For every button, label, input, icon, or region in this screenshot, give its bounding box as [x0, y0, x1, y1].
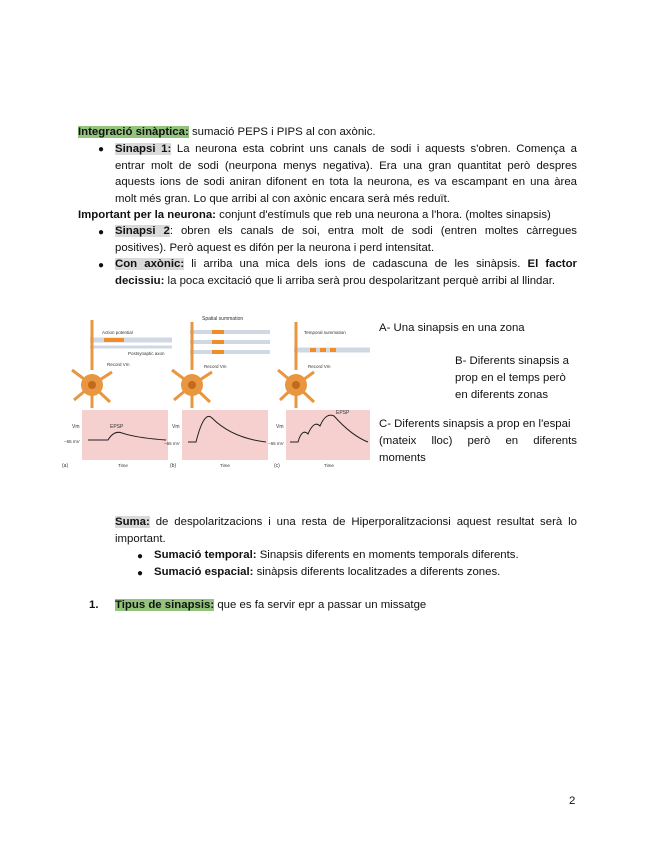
espacial-text: sinàpsis diferents localitzades a diferents zones.	[253, 566, 501, 578]
panel-c-title: Temporal summation	[304, 330, 346, 335]
sinapsi1-line4: molt més gran. Lo que arribi al con axònic encara serà més reduït.	[115, 192, 450, 205]
graph-b-bg	[182, 410, 268, 460]
graph-b-yaxis: Vm	[172, 424, 180, 430]
espacial-line	[154, 564, 500, 581]
bullet-icon: ●	[137, 568, 144, 579]
con-axonic-bold1: El factor	[520, 258, 577, 270]
temporal-line	[154, 547, 519, 564]
important-text: conjunt d'estímuls que reb una neurona a l'hora. (moltes sinapsis)	[215, 209, 551, 221]
suma-line2: important.	[115, 532, 166, 545]
caption-c-word: (mateix	[379, 435, 417, 447]
sinapsi2-line2: positives). Però aquest es difón per la neurona i perd intensitat.	[115, 241, 435, 254]
sinapsi1-paragraph	[115, 141, 577, 207]
graph-a-xaxis: Time	[118, 463, 128, 468]
graph-c-bg	[286, 410, 370, 460]
graph-c-xaxis: Time	[324, 463, 334, 468]
con-axonic-line1: li arriba una mica dels ions de cadascuna de les sinàpsis.	[184, 258, 521, 270]
suma-line1: de despolaritzacions i una resta de Hiperporalitzacionsi aquest resultat serà lo	[149, 516, 577, 528]
graph-c-baseline: −65 mV	[268, 441, 284, 446]
caption-b-line3: en diferents zonas	[455, 389, 549, 401]
graph-a-bg	[82, 410, 168, 460]
suma-paragraph	[115, 514, 577, 547]
sinapsi1-label: Sinapsi 1:	[115, 143, 172, 155]
graph-a-label: EPSP	[110, 424, 124, 430]
panel-a	[62, 320, 172, 469]
bullet-icon: ●	[98, 144, 105, 155]
caption-c-line2	[379, 433, 577, 450]
caption-c-word: diferents	[533, 435, 577, 447]
panel-a-label-post: Postsynaptic axon	[128, 351, 165, 356]
summation-figure	[62, 310, 372, 470]
graph-b-xaxis: Time	[220, 463, 230, 468]
panel-c	[268, 322, 370, 469]
nucleus	[188, 381, 196, 389]
suma-label: Suma:	[115, 516, 150, 528]
graph-c-label: EPSP	[336, 410, 350, 416]
con-axonic-bold2: decissiu:	[115, 274, 165, 287]
tipus-number: 1.	[89, 599, 99, 611]
temporal-label: Sumació temporal:	[154, 549, 257, 561]
page-number: 2	[569, 795, 576, 807]
intro-line	[78, 124, 376, 141]
action-potential-marker	[104, 338, 124, 342]
sinapsi1-line3: aquests ions de sodi aniran difonent en tota la neurona, es va escampant en una àrea	[115, 176, 577, 188]
panel-c-letter: (c)	[274, 463, 280, 469]
caption-c-word: en	[505, 435, 519, 447]
tipus-label: Tipus de sinapsis:	[115, 599, 215, 611]
tipus-line	[115, 597, 426, 614]
con-axonic-label: Con axònic:	[115, 258, 185, 270]
important-line	[78, 207, 551, 224]
caption-c-line1: C- Diferents sinapsis a prop en l'espai	[379, 418, 571, 430]
caption-c-line3: moments	[379, 452, 426, 464]
con-axonic-paragraph	[115, 256, 577, 289]
spike-marker	[212, 330, 224, 334]
panel-b-label-record: Record Vm	[204, 364, 227, 369]
panel-a-label-ap: Action potential	[102, 330, 133, 335]
panel-b-title: Spatial summation	[202, 316, 244, 322]
sinapsi1-line2: entrar molt de sodi (neurpona menys negativa). Era una gran quantitat però despres	[115, 159, 577, 172]
sinapsi2-paragraph	[115, 223, 577, 256]
panel-b	[164, 316, 270, 469]
espacial-label: Sumació espacial:	[154, 566, 254, 578]
panel-c-label-record: Record Vm	[308, 364, 331, 369]
nucleus	[292, 381, 300, 389]
graph-c-yaxis: Vm	[276, 424, 284, 430]
panel-a-letter: (a)	[62, 463, 69, 469]
bullet-icon: ●	[98, 260, 105, 271]
intro-text: sumació PEPS i PIPS al con axònic.	[188, 126, 376, 138]
graph-a-yaxis: Vm	[72, 424, 80, 430]
spike-marker	[320, 348, 326, 352]
con-axonic-line2: la poca excitació que li arriba serà prou despolaritzant perquè arribi al llindar.	[164, 274, 556, 287]
bullet-icon: ●	[137, 551, 144, 562]
temporal-text: Sinapsis diferents en moments temporals diferents.	[256, 549, 519, 561]
important-label: Important per la neurona:	[78, 209, 216, 221]
graph-a-baseline: −65 mV	[64, 439, 80, 444]
spike-marker	[212, 350, 224, 354]
tipus-text: que es fa servir epr a passar un missatge	[214, 599, 427, 611]
sinapsi2-line1: : obren els canals de soi, entra molt de sodi (entren moltes càrregues	[169, 225, 578, 237]
bullet-icon: ●	[98, 227, 105, 238]
graph-b-baseline: −65 mV	[164, 441, 180, 446]
panel-a-label-record: Record Vm	[107, 362, 130, 367]
caption-c-word: lloc)	[431, 435, 453, 447]
sinapsi1-line1: La neurona esta cobrint uns canals de sodi i aquests s'obren. Comença a	[171, 143, 577, 155]
nucleus	[88, 381, 96, 389]
panel-b-letter: (b)	[170, 463, 177, 469]
spike-marker	[212, 340, 224, 344]
intro-label: Integració sinàptica:	[78, 126, 189, 138]
caption-b-line2: prop en el temps però	[455, 372, 566, 384]
spike-marker	[330, 348, 336, 352]
caption-b-line1: B- Diferents sinapsis a	[455, 355, 569, 367]
caption-c-word: però	[467, 435, 491, 447]
spike-marker	[310, 348, 316, 352]
caption-a: A- Una sinapsis en una zona	[379, 322, 525, 334]
sinapsi2-label: Sinapsi 2	[115, 225, 170, 237]
